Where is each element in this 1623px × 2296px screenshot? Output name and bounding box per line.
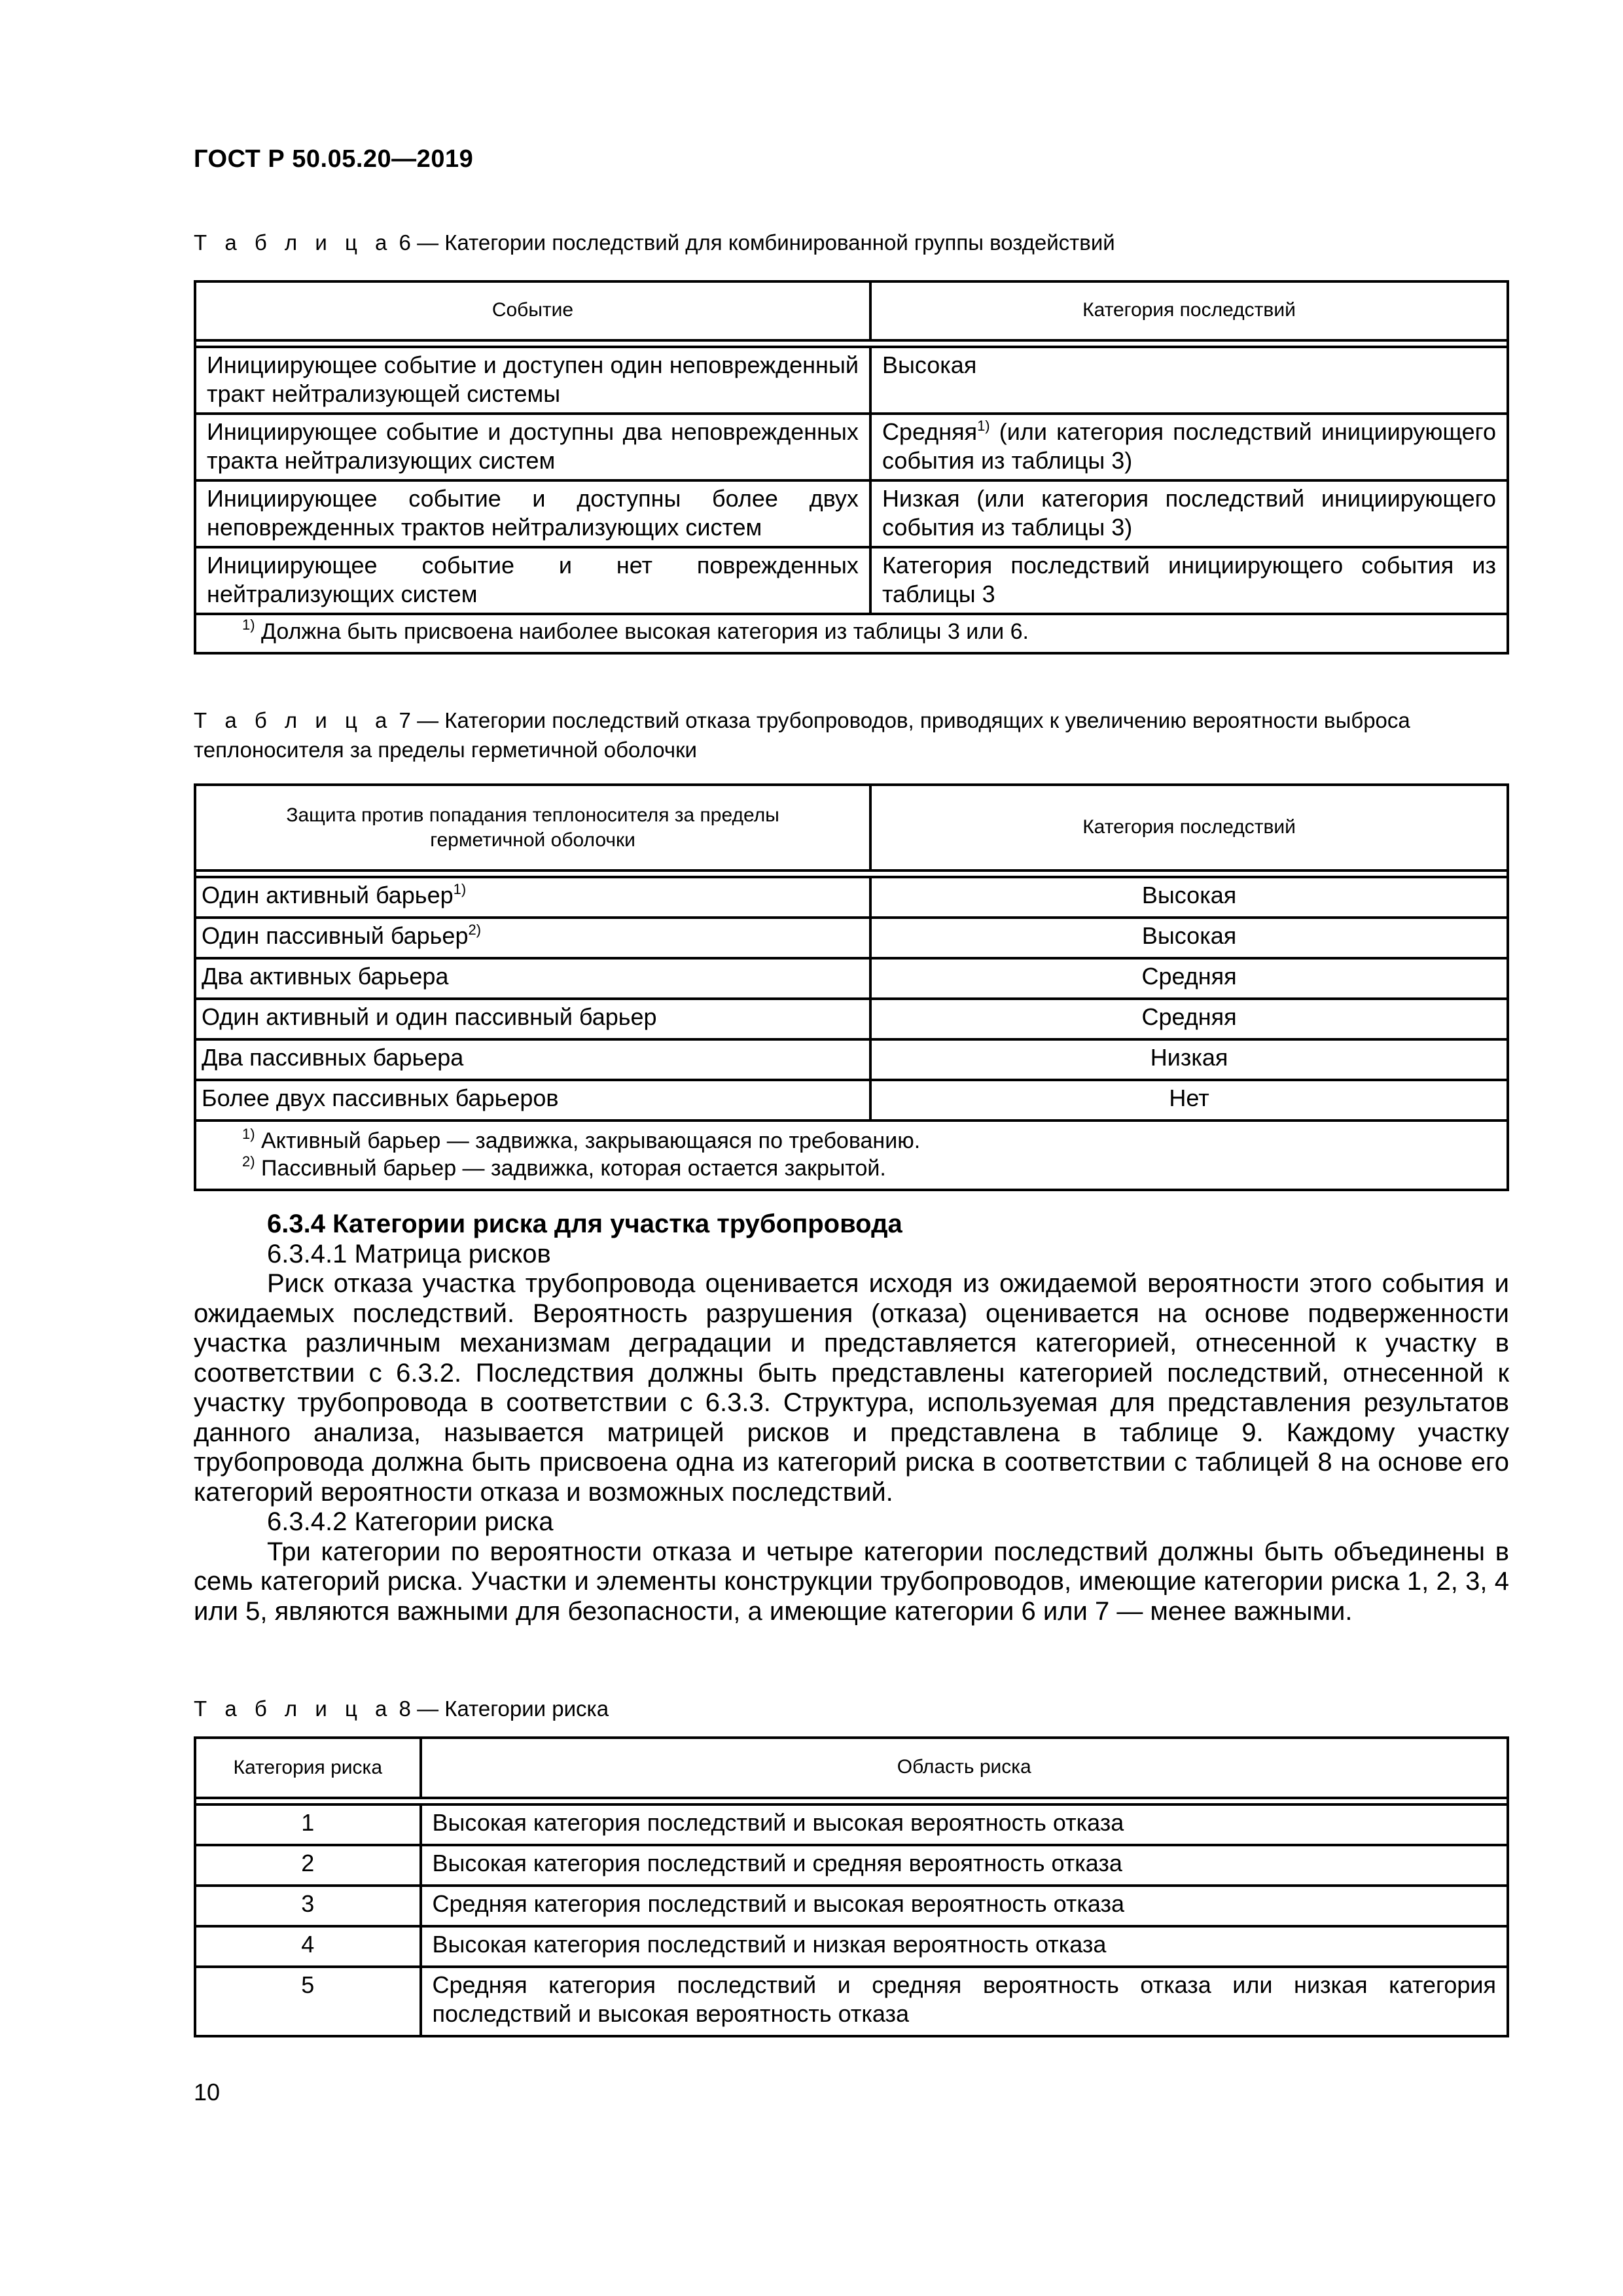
table8-header-row — [195, 1738, 1508, 1798]
table-row — [195, 480, 1508, 547]
footnote-text: Активный барьер — задвижка, закрывающаяся по требованию. — [255, 1128, 921, 1153]
table8-category-cell: 4 — [195, 1926, 421, 1967]
table-row — [195, 347, 1508, 414]
table6-caption-prefix: Т а б л и ц а — [194, 230, 393, 255]
paragraph-risk-matrix: Риск отказа участка трубопровода оценивается исходя из ожидаемой вероятности этого события и ожидаемых последствий. Вероятность разрушения (отказа) оценивается на основе подверженности участка различным механизмам деградации и представляется категорией, отнесенной к участку в соответствии с 6.3.2. Последствия должны быть представлены категорией последствий, отнесенной к участку трубопровода в соответствии с 6.3.3. Структура, используемая для представления результатов данного анализа, называется матрицей рисков и представлена в таблице 9. Каждому участку трубопровода должна быть присвоена одна из категорий риска в соответствии с таблицей 8 на основе его категорий вероятности отказа и возможных последствий. — [194, 1269, 1509, 1507]
table8-area-cell: Средняя категория последствий и высокая вероятность отказа — [421, 1886, 1508, 1926]
table7-category-cell: Средняя — [870, 999, 1508, 1039]
footnote-ref: 2) — [468, 922, 482, 938]
table-row — [195, 999, 1508, 1039]
section-heading: 6.3.4 Категории риска для участка трубопровода — [267, 1210, 902, 1238]
subsection-heading-6-3-4-2: 6.3.4.2 Категории риска — [267, 1507, 554, 1536]
table7-protection-cell — [195, 877, 870, 918]
category-value: Средняя — [882, 418, 978, 445]
category-note: (или категория последствий инициирующего события из таблицы 3) — [882, 418, 1496, 474]
table7-header-separator — [195, 870, 1508, 877]
table-row — [195, 1967, 1508, 2036]
table6-caption-text: — Категории последствий для комбинированной группы воздействий — [417, 230, 1115, 255]
protection-text: Один активный барьер — [202, 882, 454, 908]
table7-footnote-2 — [242, 1155, 1496, 1182]
table6-category-cell: Высокая — [870, 347, 1508, 414]
table8-area-cell: Высокая категория последствий и низкая вероятность отказа — [421, 1926, 1508, 1967]
table6-event-cell: Инициирующее событие и доступен один неповрежденный тракт нейтрализующей системы — [195, 347, 870, 414]
table8-area-cell: Высокая категория последствий и средняя вероятность отказа — [421, 1845, 1508, 1886]
table8-area-cell: Высокая категория последствий и высокая вероятность отказа — [421, 1804, 1508, 1845]
table7-protection-cell: Два активных барьера — [195, 958, 870, 999]
table-row — [195, 918, 1508, 958]
table6-header-row — [195, 281, 1508, 340]
footnote-text: Должна быть присвоена наиболее высокая категория из таблицы 3 или 6. — [255, 619, 1029, 644]
table6-footnote-row — [195, 614, 1508, 653]
table8-caption-prefix: Т а б л и ц а — [194, 1696, 393, 1721]
table7-protection-cell — [195, 918, 870, 958]
table7-caption-text: — Категории последствий отказа трубопроводов, приводящих к увеличению вероятности выброса теплоносителя за пределы герметичной оболочки — [194, 708, 1410, 762]
table8-category-cell: 2 — [195, 1845, 421, 1886]
table-row — [195, 877, 1508, 918]
table6-caption — [194, 228, 1509, 257]
table7-category-cell: Высокая — [870, 918, 1508, 958]
table7-footnotes — [195, 1121, 1508, 1190]
table6-footnote — [195, 614, 1508, 653]
protection-text: Один пассивный барьер — [202, 922, 469, 949]
footnote-ref: 1) — [977, 418, 990, 434]
footnote-mark: 2) — [242, 1153, 255, 1170]
table8-column-header-area: Область риска — [421, 1738, 1508, 1798]
table6-event-cell: Инициирующее событие и нет поврежденных нейтрализующих систем — [195, 547, 870, 614]
table6-category-cell — [870, 414, 1508, 480]
table7-category-cell: Нет — [870, 1080, 1508, 1121]
footnote-text: Пассивный барьер — задвижка, которая остается закрытой. — [255, 1156, 886, 1181]
table-row — [195, 1804, 1508, 1845]
table6-event-cell: Инициирующее событие и доступны более двух неповрежденных трактов нейтрализующих систем — [195, 480, 870, 547]
table7-caption — [194, 706, 1509, 764]
table7-protection-cell: Более двух пассивных барьеров — [195, 1080, 870, 1121]
separator-line — [195, 870, 1508, 877]
table8 — [194, 1736, 1509, 2037]
separator-line — [195, 340, 1508, 347]
table7-footnote-row — [195, 1121, 1508, 1190]
table7-header-row — [195, 785, 1508, 870]
table6 — [194, 280, 1509, 655]
page-number: 10 — [194, 2079, 221, 2106]
table7-caption-prefix: Т а б л и ц а — [194, 708, 393, 732]
table7-footnote-1 — [242, 1127, 1496, 1155]
table6-event-cell: Инициирующее событие и доступны два неповрежденных тракта нейтрализующих систем — [195, 414, 870, 480]
separator-line — [195, 1798, 1508, 1804]
table8-category-cell: 1 — [195, 1804, 421, 1845]
table-row — [195, 1845, 1508, 1886]
table7-column-header-category: Категория последствий — [870, 785, 1508, 870]
table8-caption-text: — Категории риска — [417, 1696, 609, 1721]
table8-header-separator — [195, 1798, 1508, 1804]
paragraph-risk-categories: Три категории по вероятности отказа и четыре категории последствий должны быть объединены в семь категорий риска. Участки и элементы конструкции трубопроводов, имеющие категории риска 1, 2, 3, 4 или 5, являются важными для безопасности, а имеющие категории 6 или 7 — менее важными. — [194, 1537, 1509, 1626]
table8-category-cell: 3 — [195, 1886, 421, 1926]
table7-column-header-protection: Защита против попадания теплоносителя за пределы герметичной оболочки — [195, 785, 870, 870]
table-row — [195, 958, 1508, 999]
table8-area-cell: Средняя категория последствий и средняя вероятность отказа или низкая категория последствий и высокая вероятность отказа — [421, 1967, 1508, 2036]
table7-category-cell: Средняя — [870, 958, 1508, 999]
table6-category-cell: Категория последствий инициирующего события из таблицы 3 — [870, 547, 1508, 614]
table-row — [195, 547, 1508, 614]
table8-column-header-category: Категория риска — [195, 1738, 421, 1798]
table8-category-cell: 5 — [195, 1967, 421, 2036]
subsection-heading-6-3-4-1: 6.3.4.1 Матрица рисков — [267, 1239, 551, 1268]
table7-category-cell: Низкая — [870, 1039, 1508, 1080]
table6-caption-number: 6 — [399, 230, 411, 255]
table7-category-cell: Высокая — [870, 877, 1508, 918]
document-standard-number: ГОСТ Р 50.05.20—2019 — [194, 145, 474, 173]
table8-caption-number: 8 — [399, 1696, 411, 1721]
section-6-3-4 — [194, 1210, 1509, 1626]
table7-protection-cell: Один активный и один пассивный барьер — [195, 999, 870, 1039]
table7-protection-cell: Два пассивных барьера — [195, 1039, 870, 1080]
table7 — [194, 783, 1509, 1191]
table-row — [195, 414, 1508, 480]
footnote-mark: 1) — [242, 617, 255, 633]
table6-header-separator — [195, 340, 1508, 347]
table7-caption-number: 7 — [399, 708, 411, 732]
table-row — [195, 1926, 1508, 1967]
table6-category-cell: Низкая (или категория последствий инициирующего события из таблицы 3) — [870, 480, 1508, 547]
table-row — [195, 1080, 1508, 1121]
table-row — [195, 1886, 1508, 1926]
table6-column-header-category: Категория последствий — [870, 281, 1508, 340]
table8-caption — [194, 1694, 1509, 1723]
footnote-mark: 1) — [242, 1126, 255, 1142]
table-row — [195, 1039, 1508, 1080]
table6-column-header-event: Событие — [195, 281, 870, 340]
footnote-ref: 1) — [453, 881, 467, 897]
